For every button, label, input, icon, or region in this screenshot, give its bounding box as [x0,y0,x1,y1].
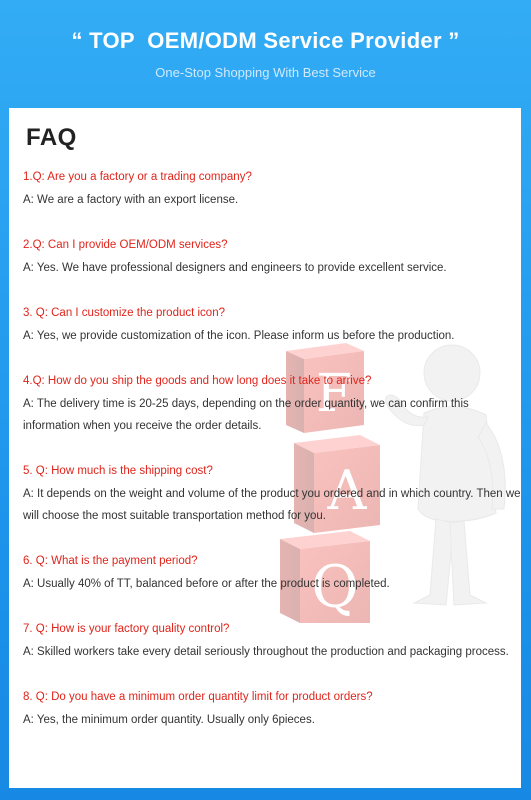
faq-item-5 [23,460,521,528]
faq-answer: A: Yes, the minimum order quantity. Usually only 6pieces. [23,713,315,726]
cube-letter-a: A [327,459,367,522]
cube-letter-f: F [315,364,353,424]
faq-answer: A: We are a factory with an export license. [23,193,239,206]
header-banner [0,0,531,108]
faq-question: 2.Q: Can I provide OEM/ODM services? [23,239,228,251]
faq-item-8 [23,686,521,731]
faq-item-1 [23,166,521,211]
faq-question: 8. Q: Do you have a minimum order quantity limit for product orders? [23,691,373,703]
header-title: “ TOP OEM/ODM Service Provider ” [71,28,460,53]
faq-answer: A: Skilled workers take every detail seriously throughout the production and packaging process. [23,645,509,658]
faq-item-2 [23,234,521,279]
faq-question: 1.Q: Are you a factory or a trading company? [23,171,252,183]
faq-item-7 [23,618,521,663]
faq-question: 4.Q: How do you ship the goods and how long does it take to arrive? [23,375,372,387]
faq-answer: A: It depends on the weight and volume of the product you ordered and in which country. Then we will choose the most suitable transportation method for you. [23,487,521,522]
faq-question: 5. Q: How much is the shipping cost? [23,465,213,477]
faq-heading: FAQ [26,124,77,151]
faq-question: 3. Q: Can I customize the product icon? [23,307,225,319]
faq-answer: A: Usually 40% of TT, balanced before or after the product is completed. [23,577,390,590]
faq-item-3 [23,302,521,347]
faq-answer: A: The delivery time is 20-25 days, depending on the order quantity, we can confirm this information when you receive the order details. [23,397,469,432]
cube-letter-q: Q [311,553,359,621]
faq-question: 6. Q: What is the payment period? [23,555,198,567]
faq-answer: A: Yes. We have professional designers and engineers to provide excellent service. [23,261,447,274]
header-subtitle: One-Stop Shopping With Best Service [155,65,376,80]
faq-item-6 [23,550,521,595]
faq-panel [9,108,521,788]
faq-answer: A: Yes, we provide customization of the icon. Please inform us before the production. [23,329,455,342]
faq-question: 7. Q: How is your factory quality control? [23,623,230,635]
faq-item-4 [23,370,521,438]
